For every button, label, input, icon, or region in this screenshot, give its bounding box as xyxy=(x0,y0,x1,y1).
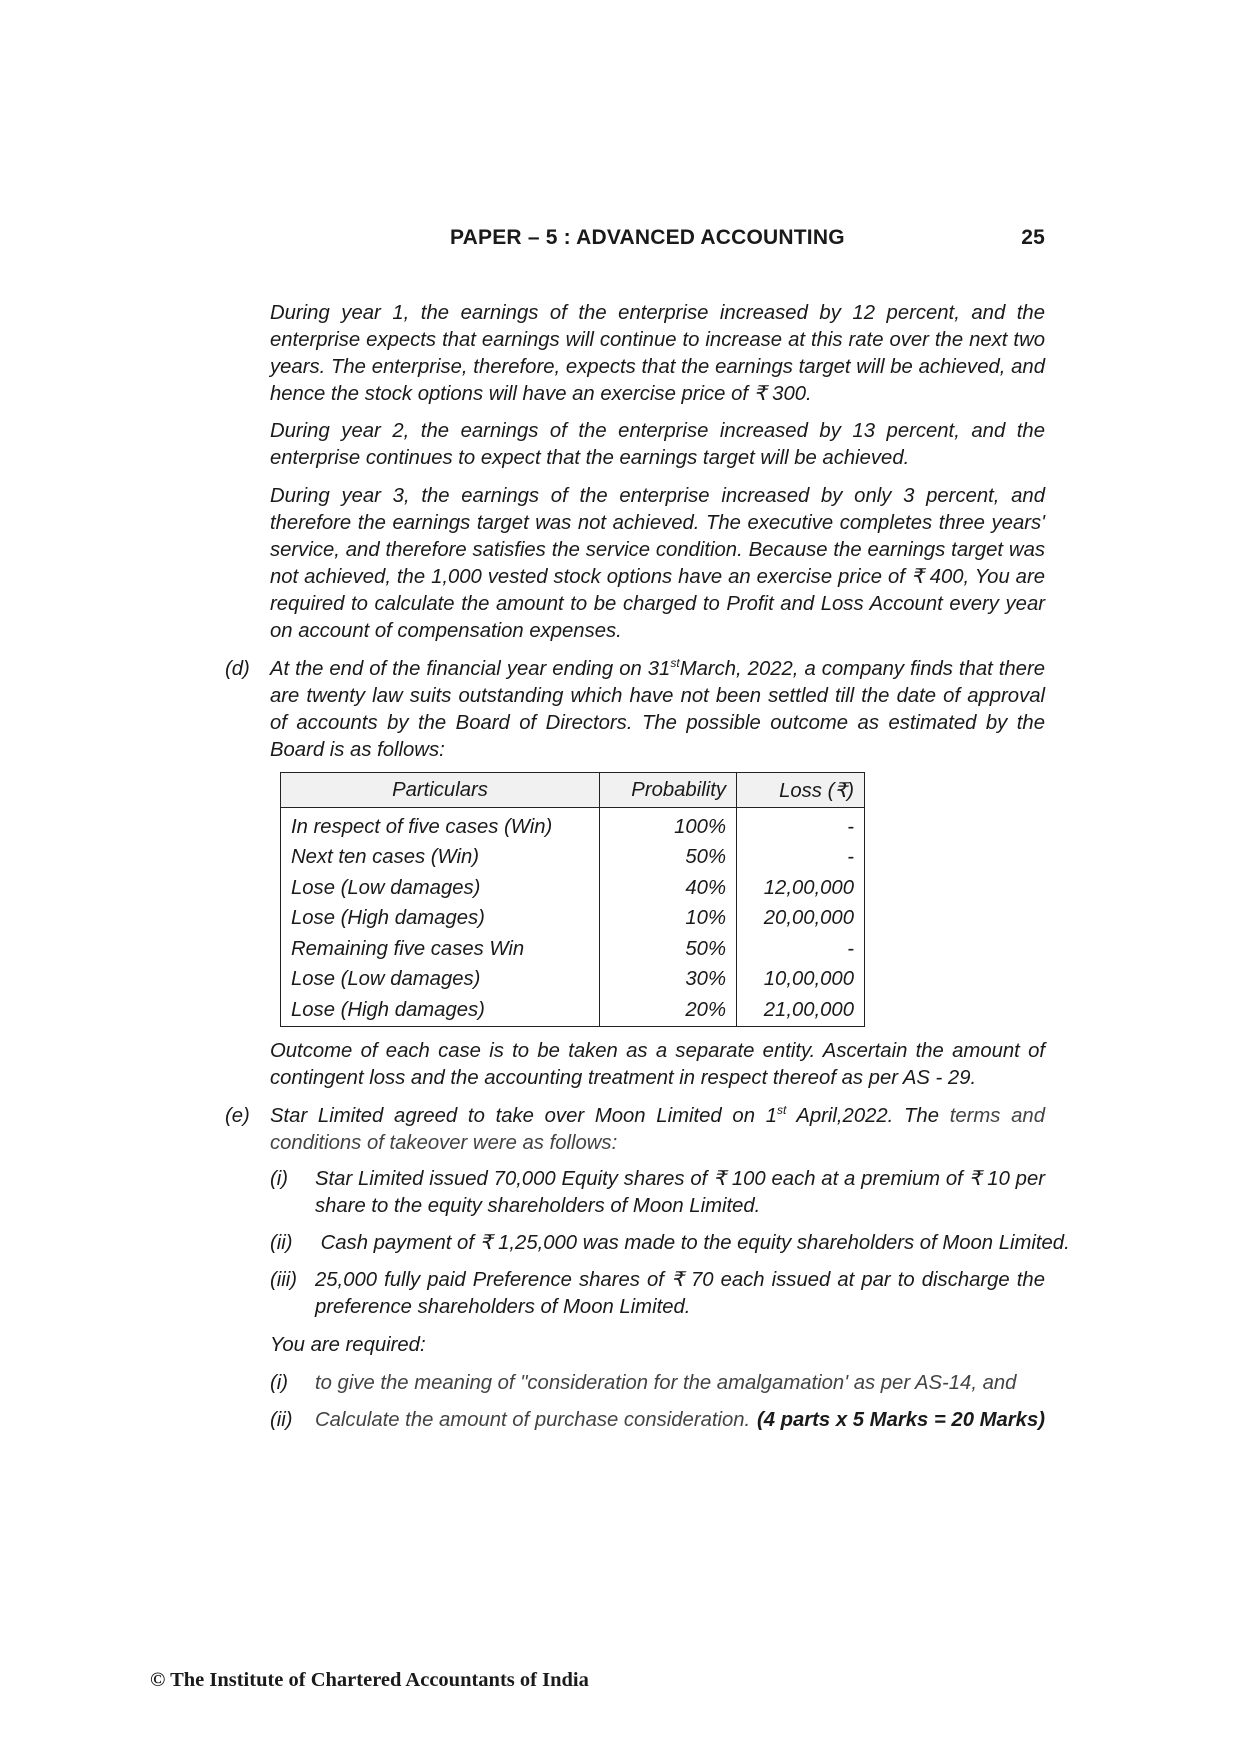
cell-particulars: Next ten cases (Win) xyxy=(281,843,600,874)
column-header-particulars: Particulars xyxy=(281,773,600,808)
paper-title: PAPER – 5 : ADVANCED ACCOUNTING xyxy=(450,226,845,249)
paragraph-year-2: During year 2, the earnings of the enterprise increased by 13 percent, and the enterprise continues to expect that the earnings target will be achieved. xyxy=(270,420,1045,469)
term-label: (i) xyxy=(270,1168,289,1190)
cell-loss: - xyxy=(737,808,865,843)
column-header-loss: Loss (₹) xyxy=(737,773,865,808)
cell-particulars: Lose (Low damages) xyxy=(281,873,600,904)
cell-probability: 20% xyxy=(600,995,737,1026)
table-row xyxy=(281,995,865,1026)
cell-particulars: Lose (High damages) xyxy=(281,995,600,1026)
cell-particulars: Remaining five cases Win xyxy=(281,934,600,965)
cell-probability: 100% xyxy=(600,808,737,843)
paragraph-year-1: During year 1, the earnings of the enterprise increased by 12 percent, and the enterprise expects that earnings will continue to increase at this rate over the next two years. The enterprise, therefore, expects that the earnings target will be achieved, and hence the stock options will have an exercise price of ₹ 300. xyxy=(270,302,1045,405)
question-e-text: Star Limited agreed to take over Moon Limited on 1st April,2022. The terms and conditions of takeover were as follows: xyxy=(270,1103,1045,1154)
term-text: 25,000 fully paid Preference shares of ₹ 70 each issued at par to discharge the preference shareholders of Moon Limited. xyxy=(315,1269,1045,1318)
requirement-row xyxy=(315,1407,1045,1434)
cell-loss: 20,00,000 xyxy=(737,904,865,935)
term-label: (iii) xyxy=(270,1269,298,1291)
cell-particulars: Lose (Low damages) xyxy=(281,965,600,996)
cell-loss: 12,00,000 xyxy=(737,873,865,904)
requirement-text: Calculate the amount of purchase consideration. xyxy=(315,1409,751,1431)
marks-allocation: (4 parts x 5 Marks = 20 Marks) xyxy=(756,1409,1045,1431)
table-row xyxy=(281,808,865,843)
cell-probability: 50% xyxy=(600,843,737,874)
question-e-label: (e) xyxy=(225,1105,250,1127)
contingent-loss-table xyxy=(280,772,865,1027)
table-row xyxy=(281,965,865,996)
table-row xyxy=(281,873,865,904)
cell-loss: - xyxy=(737,934,865,965)
cell-loss: - xyxy=(737,843,865,874)
footer-copyright: © The Institute of Chartered Accountants of India xyxy=(150,1669,589,1691)
term-text: Star Limited issued 70,000 Equity shares of ₹ 100 each at a premium of ₹ 10 per share to the equity shareholders of Moon Limited. xyxy=(315,1168,1045,1217)
question-d-instruction: Outcome of each case is to be taken as a separate entity. Ascertain the amount of contingent loss and the accounting treatment in respect thereof as per AS - 29. xyxy=(270,1040,1045,1089)
page-header xyxy=(450,226,1045,254)
cell-loss: 21,00,000 xyxy=(737,995,865,1026)
term-label: (ii) xyxy=(270,1232,293,1254)
cell-probability: 10% xyxy=(600,904,737,935)
cell-probability: 30% xyxy=(600,965,737,996)
required-intro: You are required: xyxy=(270,1334,426,1356)
table-row xyxy=(281,904,865,935)
cell-probability: 50% xyxy=(600,934,737,965)
requirement-text: to give the meaning of "consideration for the amalgamation' as per AS-14, and xyxy=(315,1372,1017,1394)
term-text: Cash payment of ₹ 1,25,000 was made to the equity shareholders of Moon Limited. xyxy=(315,1232,1070,1254)
table-header-row xyxy=(281,773,865,808)
cell-probability: 40% xyxy=(600,873,737,904)
question-d-label: (d) xyxy=(225,658,250,680)
cell-particulars: Lose (High damages) xyxy=(281,904,600,935)
column-header-probability: Probability xyxy=(600,773,737,808)
paragraph-year-3: During year 3, the earnings of the enterprise increased by only 3 percent, and therefore the earnings target was not achieved. The executive completes three years' service, and therefore satisfies the service condition. Because the earnings target was not achieved, the 1,000 vested stock options have an exercise price of ₹ 400, You are required to calculate the amount to be charged to Profit and Loss Account every year on account of compensation expenses. xyxy=(270,485,1045,642)
requirement-label: (ii) xyxy=(270,1409,293,1431)
question-d-text: At the end of the financial year ending on 31stMarch, 2022, a company finds that there are twenty law suits outstanding which have not been settled till the date of approval of accounts by the Board of Directors. The possible outcome as estimated by the Board is as follows: xyxy=(270,656,1045,761)
requirement-label: (i) xyxy=(270,1372,289,1394)
table-row xyxy=(281,934,865,965)
page-number: 25 xyxy=(1021,226,1045,249)
cell-loss: 10,00,000 xyxy=(737,965,865,996)
cell-particulars: In respect of five cases (Win) xyxy=(281,808,600,843)
table-row xyxy=(281,843,865,874)
